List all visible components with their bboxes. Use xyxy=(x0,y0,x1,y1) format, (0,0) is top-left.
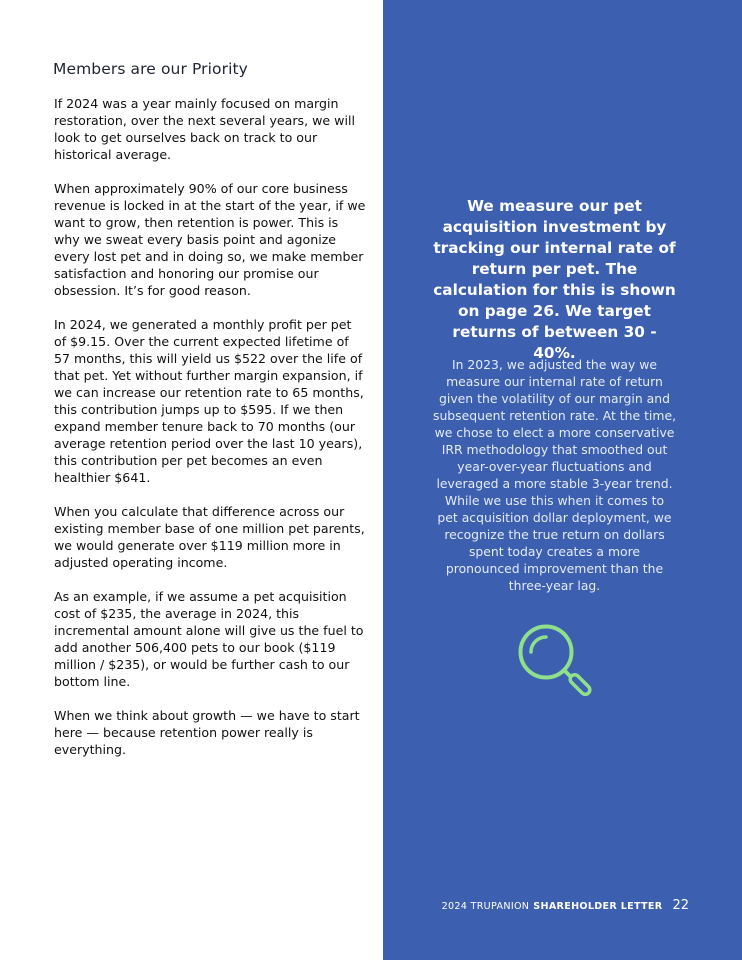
body-paragraph-1: If 2024 was a year mainly focused on margin restoration, over the next several years, we will look to get ourselves back on track to our historical average. xyxy=(54,96,355,162)
handle xyxy=(568,673,591,696)
page-footer xyxy=(441,898,689,913)
sidebar-note: In 2023, we adjusted the way we measure our internal rate of return given the volatility of our margin and subsequent retention rate. At the time, we chose to elect a more conservative IRR methodology that smoothed out year-over-year fluctuations and leveraged a more stable 3-year trend. While we use this when it comes to pet acquisition dollar deployment, we recognize the true return on dollars spent today creates a more pronounced improvement than the three-year lag. xyxy=(433,357,677,593)
sidebar-panel xyxy=(383,0,742,960)
magnifying-glass-icon xyxy=(514,620,596,702)
body-paragraph-6: When we think about growth — we have to start here — because retention power really is everything. xyxy=(54,708,360,757)
body-paragraph-3: In 2024, we generated a monthly profit per pet of $9.15. Over the current expected lifetime of 57 months, this will yield us $522 over the life of that pet. Yet without further margin expansion, if we can increase our retention rate to 65 months, this contribution jumps up to $595. If we then expand member tenure back to 70 months (our average retention period over the last 10 years), this contribution per pet becomes an even healthier $641. xyxy=(54,317,364,485)
section-heading: Members are our Priority xyxy=(53,60,248,78)
page-number: 22 xyxy=(672,898,689,913)
handle-neck xyxy=(564,670,570,676)
footer-label-bold: SHAREHOLDER LETTER xyxy=(533,901,663,912)
body-text xyxy=(54,95,366,775)
callout-text: We measure our pet acquisition investment by tracking our internal rate of return per pet. The calculation for this is shown on page 26. We target returns of between 30 - 40%. xyxy=(433,197,676,362)
body-paragraph-2: When approximately 90% of our core business revenue is locked in at the start of the year, if we want to grow, then retention is power. This is why we sweat every basis point and agonize every lost pet and in doing so, we make member satisfaction and honoring our promise our obsession. It’s for good reason. xyxy=(54,181,366,298)
body-paragraph-4: When you calculate that difference across our existing member base of one million pet parents, we would generate over $119 million more in adjusted operating income. xyxy=(54,504,365,570)
footer-label: 2024 TRUPANION xyxy=(441,901,530,912)
lens-highlight xyxy=(531,637,546,652)
body-paragraph-5: As an example, if we assume a pet acquisition cost of $235, the average in 2024, this incremental amount alone will give us the fuel to add another 506,400 pets to our book ($119 million / $235), or would be further cash to our bottom line. xyxy=(54,589,364,689)
